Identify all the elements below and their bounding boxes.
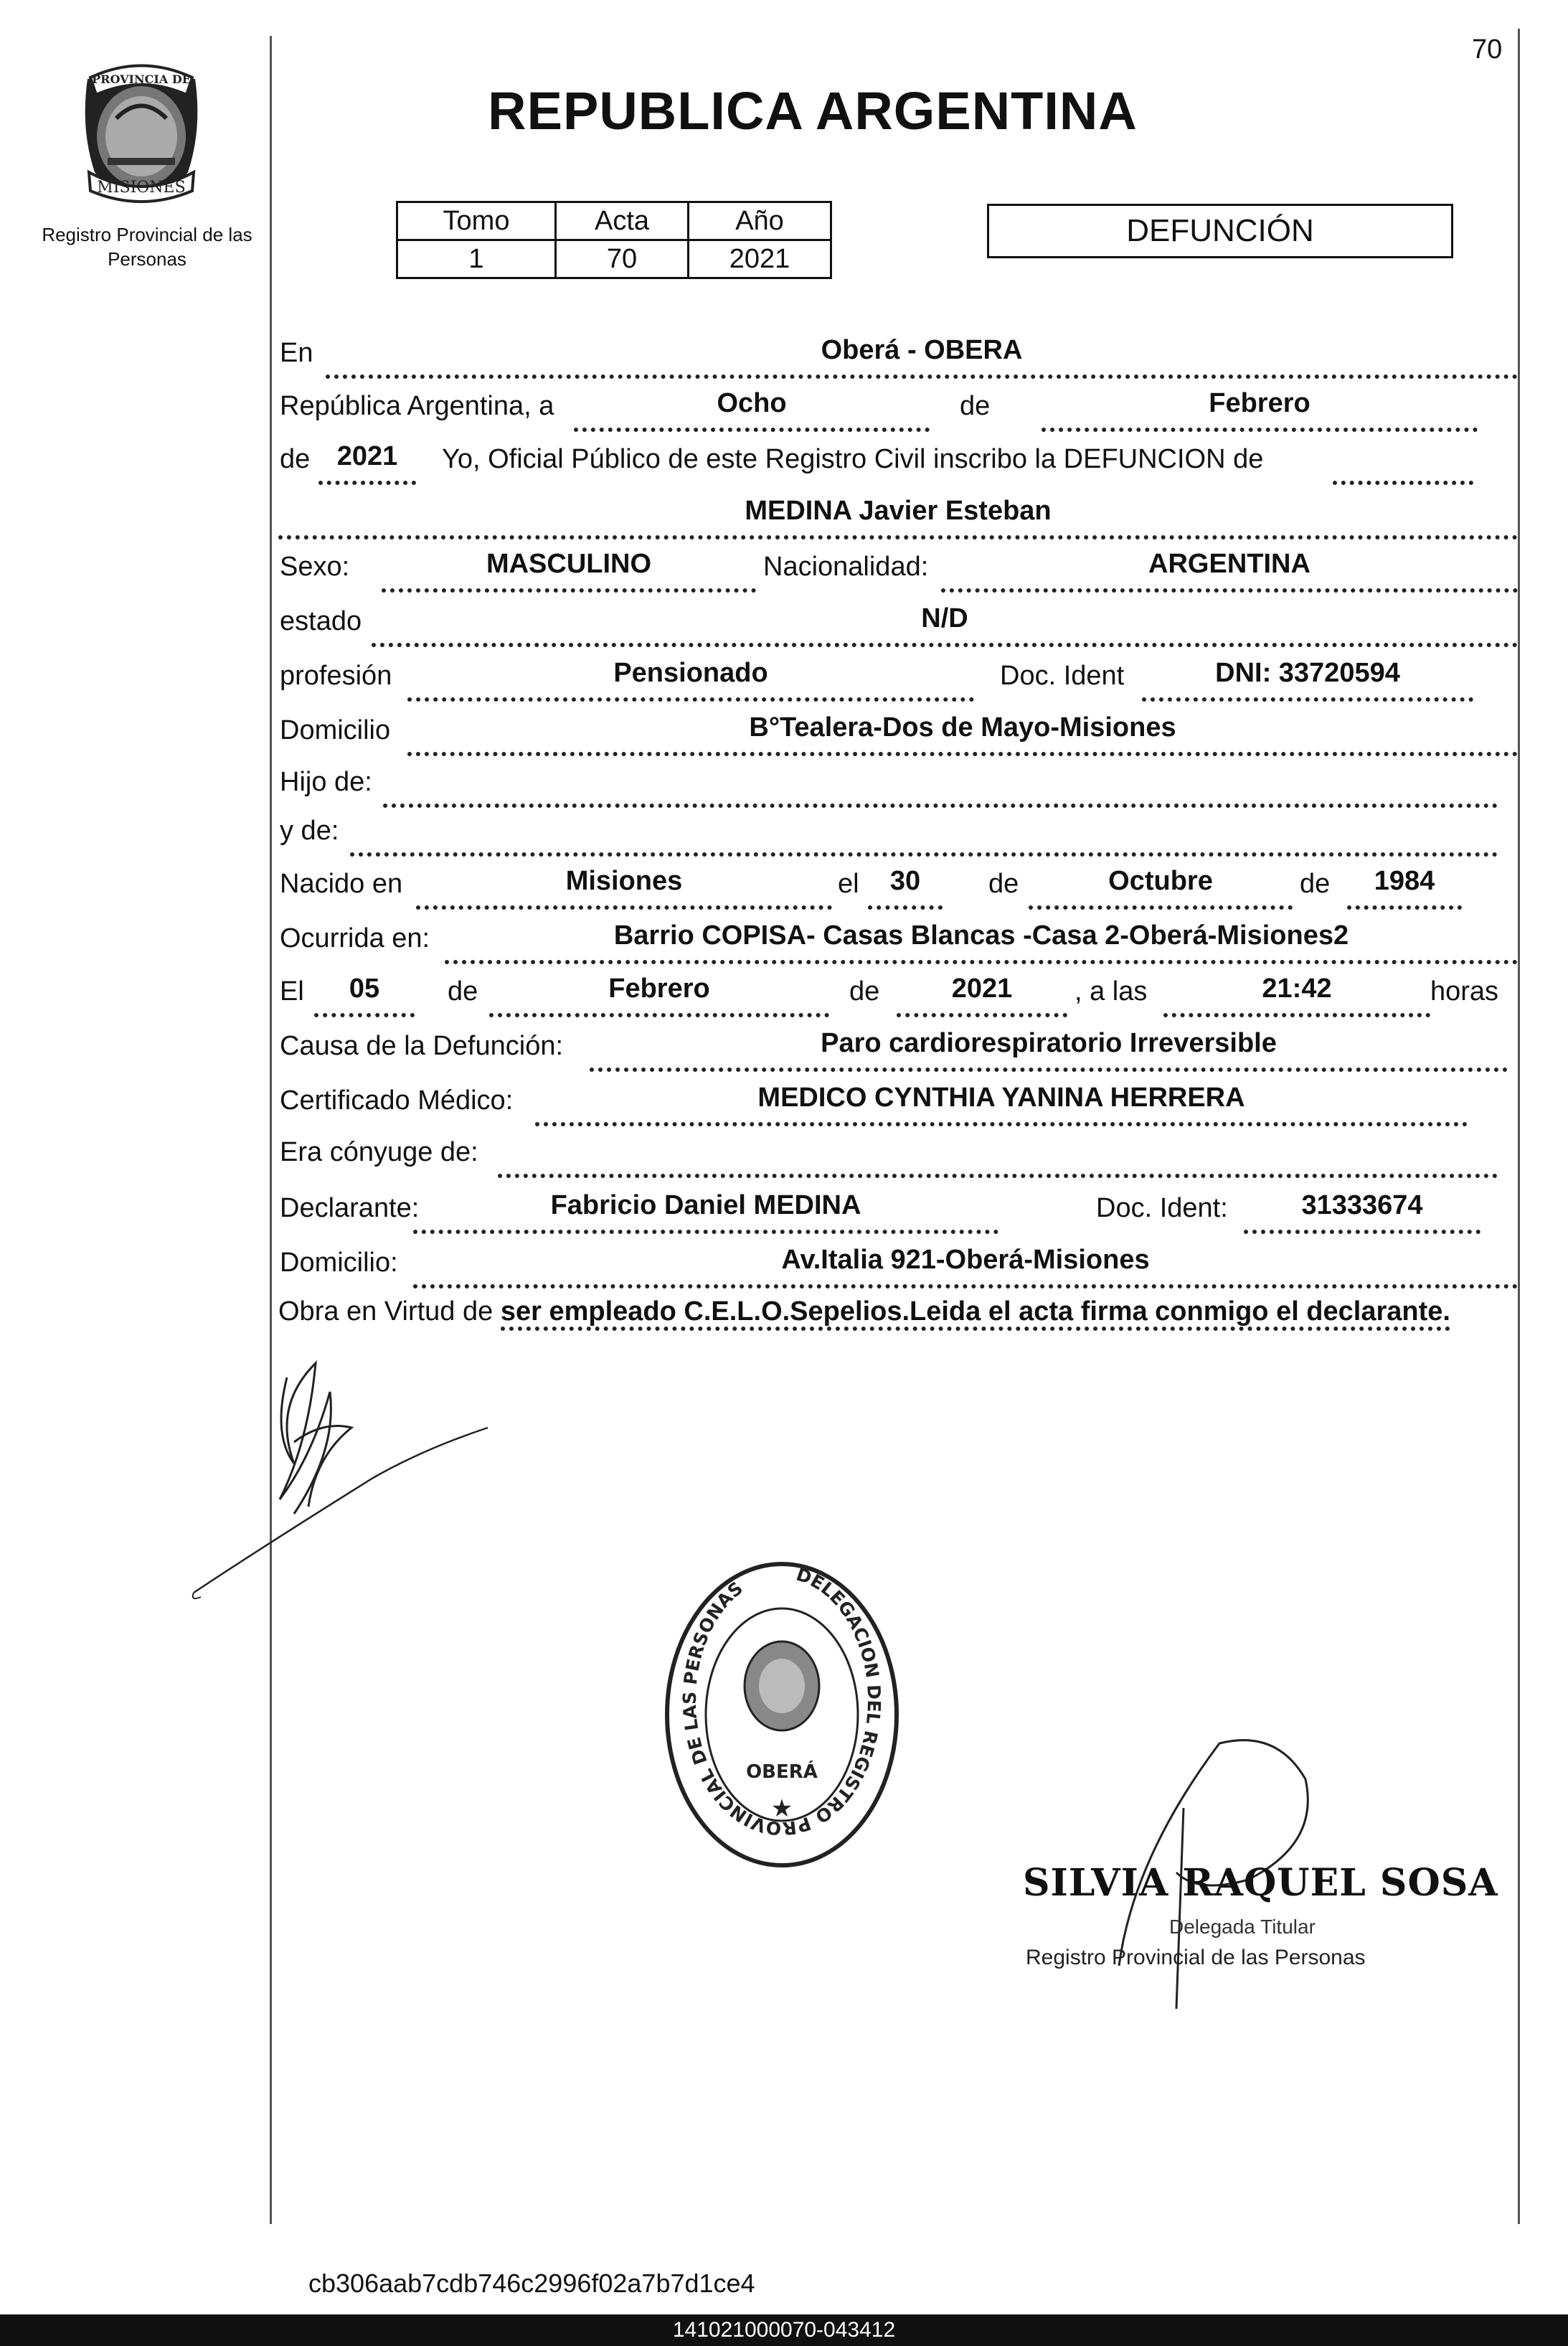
svg-text:PROVINCIA DE: PROVINCIA DE — [92, 72, 191, 86]
line-fecha-defuncion — [278, 966, 1518, 1017]
page-title: REPUBLICA ARGENTINA — [488, 81, 1138, 141]
svg-text:DELEGACION DEL REGISTRO PROVIN: DELEGACION DEL REGISTRO PROVINCIAL DE LAS PERSONAS — [679, 1563, 885, 1839]
page-number: 70 — [1472, 34, 1503, 65]
label-nacido: Nacido en — [280, 869, 403, 899]
label-el: el — [838, 869, 859, 899]
registry-stamp — [660, 1550, 904, 1880]
field-estado: N/D — [372, 597, 1518, 647]
label-decl-domicilio: Domicilio: — [280, 1248, 398, 1278]
label-estado: estado — [280, 606, 362, 636]
line-yde — [278, 805, 1518, 857]
label-el2: El — [280, 976, 304, 1007]
field-profesion: Pensionado — [407, 651, 974, 702]
signer-name: SILVIA RAQUEL SOSA — [1023, 1861, 1498, 1905]
label-profesion: profesión — [280, 661, 392, 691]
field-lugar: Oberá - OBERA — [326, 329, 1518, 379]
field-hora: 21:42 — [1163, 967, 1430, 1017]
svg-text:MISIONES: MISIONES — [97, 179, 186, 197]
label-de-def: de — [448, 976, 478, 1007]
label-causa: Causa de la Defunción: — [280, 1031, 564, 1061]
field-def-dia: 05 — [314, 967, 415, 1017]
label-de-def2: de — [849, 976, 880, 1007]
field-nac-dia: 30 — [868, 859, 943, 910]
label-domicilio: Domicilio — [280, 715, 391, 745]
header-acta: Acta — [556, 202, 689, 240]
field-causa: Paro cardiorespiratorio Irreversible — [590, 1022, 1508, 1072]
field-decl-domicilio: Av.Italia 921-Oberá-Misiones — [413, 1238, 1518, 1289]
line-nombre — [278, 488, 1518, 540]
label-hijo: Hijo de: — [280, 767, 372, 797]
left-margin-line — [270, 36, 272, 2224]
signer-org: Registro Provincial de las Personas — [1026, 1946, 1366, 1969]
label-declarante: Declarante: — [280, 1193, 420, 1223]
org-name: Registro Provincial de las Personas — [42, 224, 252, 270]
line-anio — [278, 433, 1518, 485]
field-domicilio: B°Tealera-Dos de Mayo-Misiones — [407, 706, 1518, 756]
right-margin-line — [1518, 29, 1520, 2224]
line-en — [278, 327, 1518, 379]
header-tomo: Tomo — [397, 202, 556, 240]
label-de-nac2: de — [1300, 869, 1331, 899]
footer-code: 141021000070-043412 — [0, 2314, 1568, 2346]
record-type-box: DEFUNCIÓN — [987, 204, 1453, 258]
declarant-signature — [186, 1334, 502, 1621]
field-ocurrida: Barrio COPISA- Casas Blancas -Casa 2-Oberá-Misiones2 — [445, 914, 1518, 964]
field-sexo: MASCULINO — [382, 542, 756, 593]
field-defuncion-de — [1333, 435, 1473, 485]
line-hijo — [278, 756, 1518, 808]
field-certificado: MEDICO CYNTHIA YANINA HERRERA — [535, 1076, 1468, 1126]
label-conyuge: Era cónyuge de: — [280, 1137, 478, 1167]
line-conyuge — [278, 1126, 1518, 1178]
field-nacido-lugar: Misiones — [416, 859, 832, 910]
label-en: En — [280, 338, 313, 368]
field-doc: DNI: 33720594 — [1142, 651, 1473, 702]
line-sexo — [278, 541, 1518, 593]
field-nombre: MEDINA Javier Esteban — [278, 489, 1518, 540]
label-doc: Doc. Ident — [1000, 661, 1125, 691]
field-yde — [350, 806, 1498, 857]
label-certificado: Certificado Médico: — [280, 1085, 514, 1116]
field-conyuge — [498, 1128, 1498, 1178]
field-declarante: Fabricio Daniel MEDINA — [413, 1184, 998, 1234]
label-obra: Obra en Virtud de — [278, 1296, 493, 1327]
label-sexo: Sexo: — [280, 552, 350, 582]
field-mes: Febrero — [1042, 382, 1478, 432]
field-nacionalidad: ARGENTINA — [941, 542, 1518, 593]
field-nac-anio: 1984 — [1347, 859, 1462, 910]
record-table — [396, 201, 832, 279]
header-anio: Año — [689, 202, 831, 240]
obra-en-virtud — [278, 1291, 1518, 1332]
field-def-mes: Febrero — [489, 967, 829, 1017]
label-de: de — [960, 391, 991, 421]
line-ocurrida — [278, 913, 1518, 964]
label-de-nac: de — [988, 869, 1019, 899]
value-acta: 70 — [556, 240, 689, 278]
value-anio: 2021 — [689, 240, 831, 278]
svg-text:★: ★ — [770, 1795, 793, 1822]
label-horas: horas — [1430, 976, 1499, 1007]
label-yde: y de: — [280, 816, 339, 846]
line-causa — [278, 1020, 1518, 1072]
line-certificado — [278, 1075, 1518, 1126]
line-nacido — [278, 858, 1518, 910]
document-hash: cb306aab7cdb746c2996f02a7b7d1ce4 — [308, 2269, 755, 2298]
label-ocurrida: Ocurrida en: — [280, 923, 430, 953]
field-obra: ser empleado C.E.L.O.Sepelios.Leida el acta firma conmigo el declarante. — [501, 1296, 1450, 1331]
label-decl-doc: Doc. Ident: — [1096, 1193, 1228, 1223]
label-de-anio: de — [280, 444, 311, 474]
field-def-anio: 2021 — [897, 967, 1067, 1017]
field-nac-mes: Octubre — [1029, 859, 1293, 910]
label-yo: Yo, Oficial Público de este Registro Civil inscribo la DEFUNCION de — [442, 444, 1264, 474]
field-decl-doc: 31333674 — [1244, 1184, 1480, 1234]
label-nacionalidad: Nacionalidad: — [763, 552, 929, 582]
label-republica: República Argentina, a — [280, 391, 554, 421]
line-domicilio — [278, 705, 1518, 756]
svg-text:OBERÁ: OBERÁ — [746, 1761, 818, 1783]
line-profesion — [278, 650, 1518, 702]
field-dia: Ocho — [574, 382, 930, 432]
line-republica — [278, 380, 1518, 432]
label-alas: , a las — [1075, 976, 1148, 1007]
line-decl-domicilio — [278, 1237, 1518, 1289]
line-estado — [278, 595, 1518, 647]
signer-role: Delegada Titular — [1169, 1916, 1316, 1938]
field-anio: 2021 — [318, 435, 416, 485]
line-declarante — [278, 1182, 1518, 1234]
value-tomo: 1 — [397, 240, 556, 278]
field-hijo — [383, 758, 1498, 808]
